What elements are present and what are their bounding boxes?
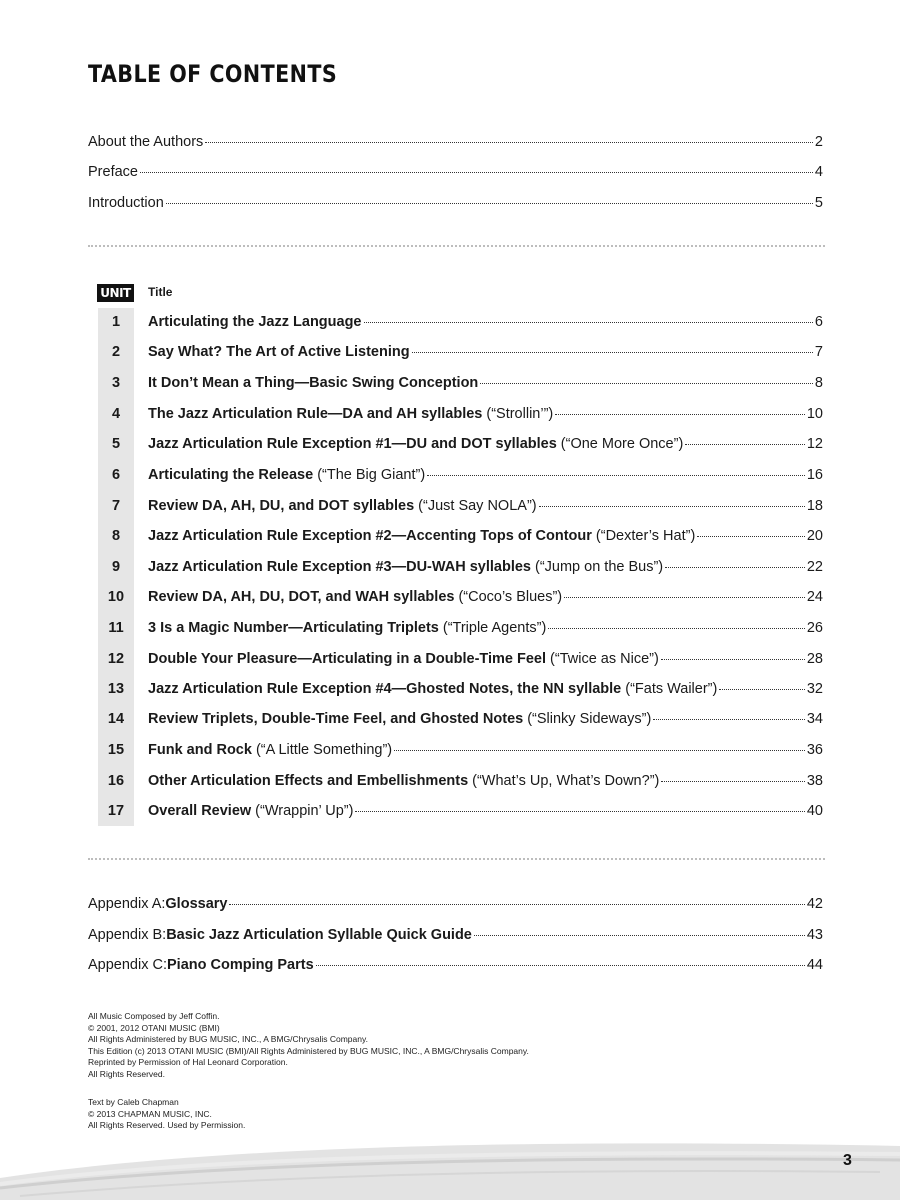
toc-entry-appendix-b[interactable] — [88, 927, 823, 947]
unit-song: (“What’s Up, What’s Down?”) — [472, 773, 660, 789]
unit-song: (“A Little Something”) — [255, 742, 393, 758]
unit-song: (“Coco’s Blues”) — [458, 589, 563, 605]
appendix-page: 42 — [806, 896, 823, 912]
unit-row[interactable] — [98, 375, 823, 397]
unit-page: 7 — [814, 344, 823, 360]
unit-number: 5 — [111, 436, 121, 452]
appendix-page: 43 — [806, 927, 823, 943]
unit-page: 8 — [814, 375, 823, 391]
page-title: TABLE OF CONTENTS — [88, 60, 338, 88]
unit-title: Review Triplets, Double-Time Feel, and Ghosted Notes — [148, 711, 524, 727]
toc-entry-introduction[interactable] — [88, 195, 823, 215]
dot-leader — [140, 172, 813, 173]
unit-row[interactable] — [98, 314, 823, 336]
dot-leader — [355, 811, 804, 812]
toc-entry-about-authors[interactable] — [88, 134, 823, 154]
unit-title: 3 Is a Magic Number—Articulating Triplets — [148, 620, 439, 636]
unit-page: 20 — [806, 528, 823, 544]
page-number: 3 — [843, 1152, 852, 1169]
unit-row[interactable] — [98, 742, 823, 764]
unit-song: (“Triple Agents”) — [442, 620, 547, 636]
title-column-header: Title — [148, 285, 173, 299]
unit-page: 26 — [806, 620, 823, 636]
unit-number: 1 — [111, 314, 121, 330]
dot-leader — [474, 935, 805, 936]
dot-leader — [205, 142, 813, 143]
unit-title: It Don’t Mean a Thing—Basic Swing Conception — [148, 375, 479, 391]
unit-title: Jazz Articulation Rule Exception #2—Accenting Tops of Contour — [148, 528, 592, 544]
unit-row[interactable] — [98, 406, 823, 428]
credit-line: All Rights Reserved. — [88, 1068, 166, 1079]
unit-row[interactable] — [98, 528, 823, 550]
unit-title: The Jazz Articulation Rule—DA and AH syllables — [148, 406, 483, 422]
dot-leader — [316, 965, 805, 966]
toc-entry-appendix-a[interactable] — [88, 896, 823, 916]
dot-leader — [166, 203, 813, 204]
unit-page: 22 — [806, 559, 823, 575]
unit-page: 18 — [806, 498, 823, 514]
brush-stroke-decoration — [0, 1138, 900, 1200]
unit-title: Overall Review — [148, 803, 252, 819]
appendix-prefix: Appendix C: — [88, 957, 167, 973]
music-credits — [88, 1011, 529, 1080]
unit-row[interactable] — [98, 559, 823, 581]
unit-song: (“One More Once”) — [560, 436, 684, 452]
unit-title: Review DA, AH, DU, and DOT syllables — [148, 498, 415, 514]
unit-number: 14 — [107, 711, 125, 727]
dot-leader — [548, 628, 805, 629]
unit-page: 34 — [806, 711, 823, 727]
unit-row[interactable] — [98, 344, 823, 366]
dot-leader — [653, 719, 805, 720]
appendix-prefix: Appendix B: — [88, 927, 167, 943]
unit-page: 24 — [806, 589, 823, 605]
dot-leader — [480, 383, 813, 384]
credit-line: This Edition (c) 2013 OTANI MUSIC (BMI)/All Rights Administered by BUG MUSIC, INC., A BMG/Chrysalis Company. — [88, 1045, 529, 1056]
unit-song: (“Slinky Sideways”) — [527, 711, 652, 727]
unit-title: Jazz Articulation Rule Exception #4—Ghosted Notes, the NN syllable — [148, 681, 622, 697]
dot-leader — [661, 659, 805, 660]
appendix-prefix: Appendix A: — [88, 896, 166, 912]
unit-page: 28 — [806, 651, 823, 667]
dot-leader — [539, 506, 805, 507]
unit-row[interactable] — [98, 498, 823, 520]
appendix-page: 44 — [806, 957, 823, 973]
unit-column-header: UNIT — [97, 284, 134, 302]
unit-title: Jazz Articulation Rule Exception #3—DU-WAH syllables — [148, 559, 531, 575]
unit-title: Funk and Rock — [148, 742, 252, 758]
unit-number: 3 — [111, 375, 121, 391]
dot-leader — [719, 689, 805, 690]
unit-title: Articulating the Release — [148, 467, 314, 483]
unit-row[interactable] — [98, 651, 823, 673]
unit-title: Articulating the Jazz Language — [148, 314, 362, 330]
credit-line: Text by Caleb Chapman — [88, 1097, 179, 1107]
toc-entry-appendix-c[interactable] — [88, 957, 823, 977]
unit-number: 6 — [111, 467, 121, 483]
unit-title: Jazz Articulation Rule Exception #1—DU and DOT syllables — [148, 436, 557, 452]
unit-song: (“The Big Giant”) — [317, 467, 426, 483]
unit-song: (“Dexter’s Hat”) — [595, 528, 696, 544]
unit-row[interactable] — [98, 620, 823, 642]
toc-entry-page: 5 — [814, 195, 823, 211]
appendix-title: Piano Comping Parts — [167, 957, 314, 973]
unit-number: 17 — [107, 803, 125, 819]
unit-number: 13 — [107, 681, 125, 697]
credit-line: © 2001, 2012 OTANI MUSIC (BMI) — [88, 1022, 220, 1033]
credit-line: All Music Composed by Jeff Coffin. — [88, 1011, 220, 1021]
dot-leader — [394, 750, 805, 751]
appendix-title: Glossary — [165, 896, 228, 912]
unit-title: Review DA, AH, DU, DOT, and WAH syllables — [148, 589, 455, 605]
credit-line: Reprinted by Permission of Hal Leonard Corporation. — [88, 1057, 288, 1067]
unit-title: Other Articulation Effects and Embellishments — [148, 773, 469, 789]
unit-row[interactable] — [98, 711, 823, 733]
unit-number: 8 — [111, 528, 121, 544]
toc-entry-page: 2 — [814, 134, 823, 150]
unit-row[interactable] — [98, 467, 823, 489]
unit-song: (“Jump on the Bus”) — [535, 559, 664, 575]
unit-row[interactable] — [98, 681, 823, 703]
unit-number: 16 — [107, 773, 125, 789]
unit-number: 15 — [107, 742, 125, 758]
unit-song: (“Wrappin’ Up”) — [255, 803, 354, 819]
unit-row[interactable] — [98, 589, 823, 611]
toc-entry-page: 4 — [814, 164, 823, 180]
section-divider — [88, 858, 825, 860]
unit-page: 32 — [806, 681, 823, 697]
unit-number: 4 — [111, 406, 121, 422]
unit-number: 7 — [111, 498, 121, 514]
dot-leader — [555, 414, 805, 415]
unit-title: Say What? The Art of Active Listening — [148, 344, 410, 360]
unit-title: Double Your Pleasure—Articulating in a Double-Time Feel — [148, 651, 547, 667]
unit-row[interactable] — [98, 436, 823, 458]
dot-leader — [412, 352, 813, 353]
section-divider — [88, 245, 825, 247]
dot-leader — [564, 597, 805, 598]
dot-leader — [427, 475, 805, 476]
unit-row[interactable] — [98, 773, 823, 795]
unit-number: 9 — [111, 559, 121, 575]
unit-page: 40 — [806, 803, 823, 819]
unit-number: 11 — [108, 620, 124, 636]
unit-song: (“Just Say NOLA”) — [418, 498, 537, 514]
dot-leader — [685, 444, 805, 445]
unit-song: (“Fats Wailer”) — [625, 681, 718, 697]
dot-leader — [697, 536, 805, 537]
text-credits — [88, 1097, 245, 1132]
credit-line: © 2013 CHAPMAN MUSIC, INC. — [88, 1108, 212, 1119]
credit-line: All Rights Reserved. Used by Permission. — [88, 1120, 246, 1130]
unit-row[interactable] — [98, 803, 823, 825]
toc-entry-preface[interactable] — [88, 164, 823, 184]
dot-leader — [229, 904, 804, 905]
toc-entry-label: Introduction — [88, 195, 164, 211]
toc-entry-label: Preface — [88, 164, 138, 180]
unit-page: 36 — [806, 742, 823, 758]
unit-page: 16 — [806, 467, 823, 483]
unit-page: 12 — [806, 436, 823, 452]
unit-page: 6 — [814, 314, 823, 330]
unit-song: (“Strollin’”) — [486, 406, 554, 422]
dot-leader — [661, 781, 805, 782]
unit-page: 10 — [806, 406, 823, 422]
unit-number: 10 — [107, 589, 125, 605]
appendix-title: Basic Jazz Articulation Syllable Quick Guide — [166, 927, 472, 943]
unit-page: 38 — [806, 773, 823, 789]
unit-song: (“Twice as Nice”) — [550, 651, 659, 667]
dot-leader — [665, 567, 805, 568]
credit-line: All Rights Administered by BUG MUSIC, INC., A BMG/Chrysalis Company. — [88, 1034, 368, 1044]
toc-entry-label: About the Authors — [88, 134, 204, 150]
unit-number: 12 — [107, 651, 125, 667]
unit-number: 2 — [111, 344, 121, 360]
dot-leader — [364, 322, 813, 323]
